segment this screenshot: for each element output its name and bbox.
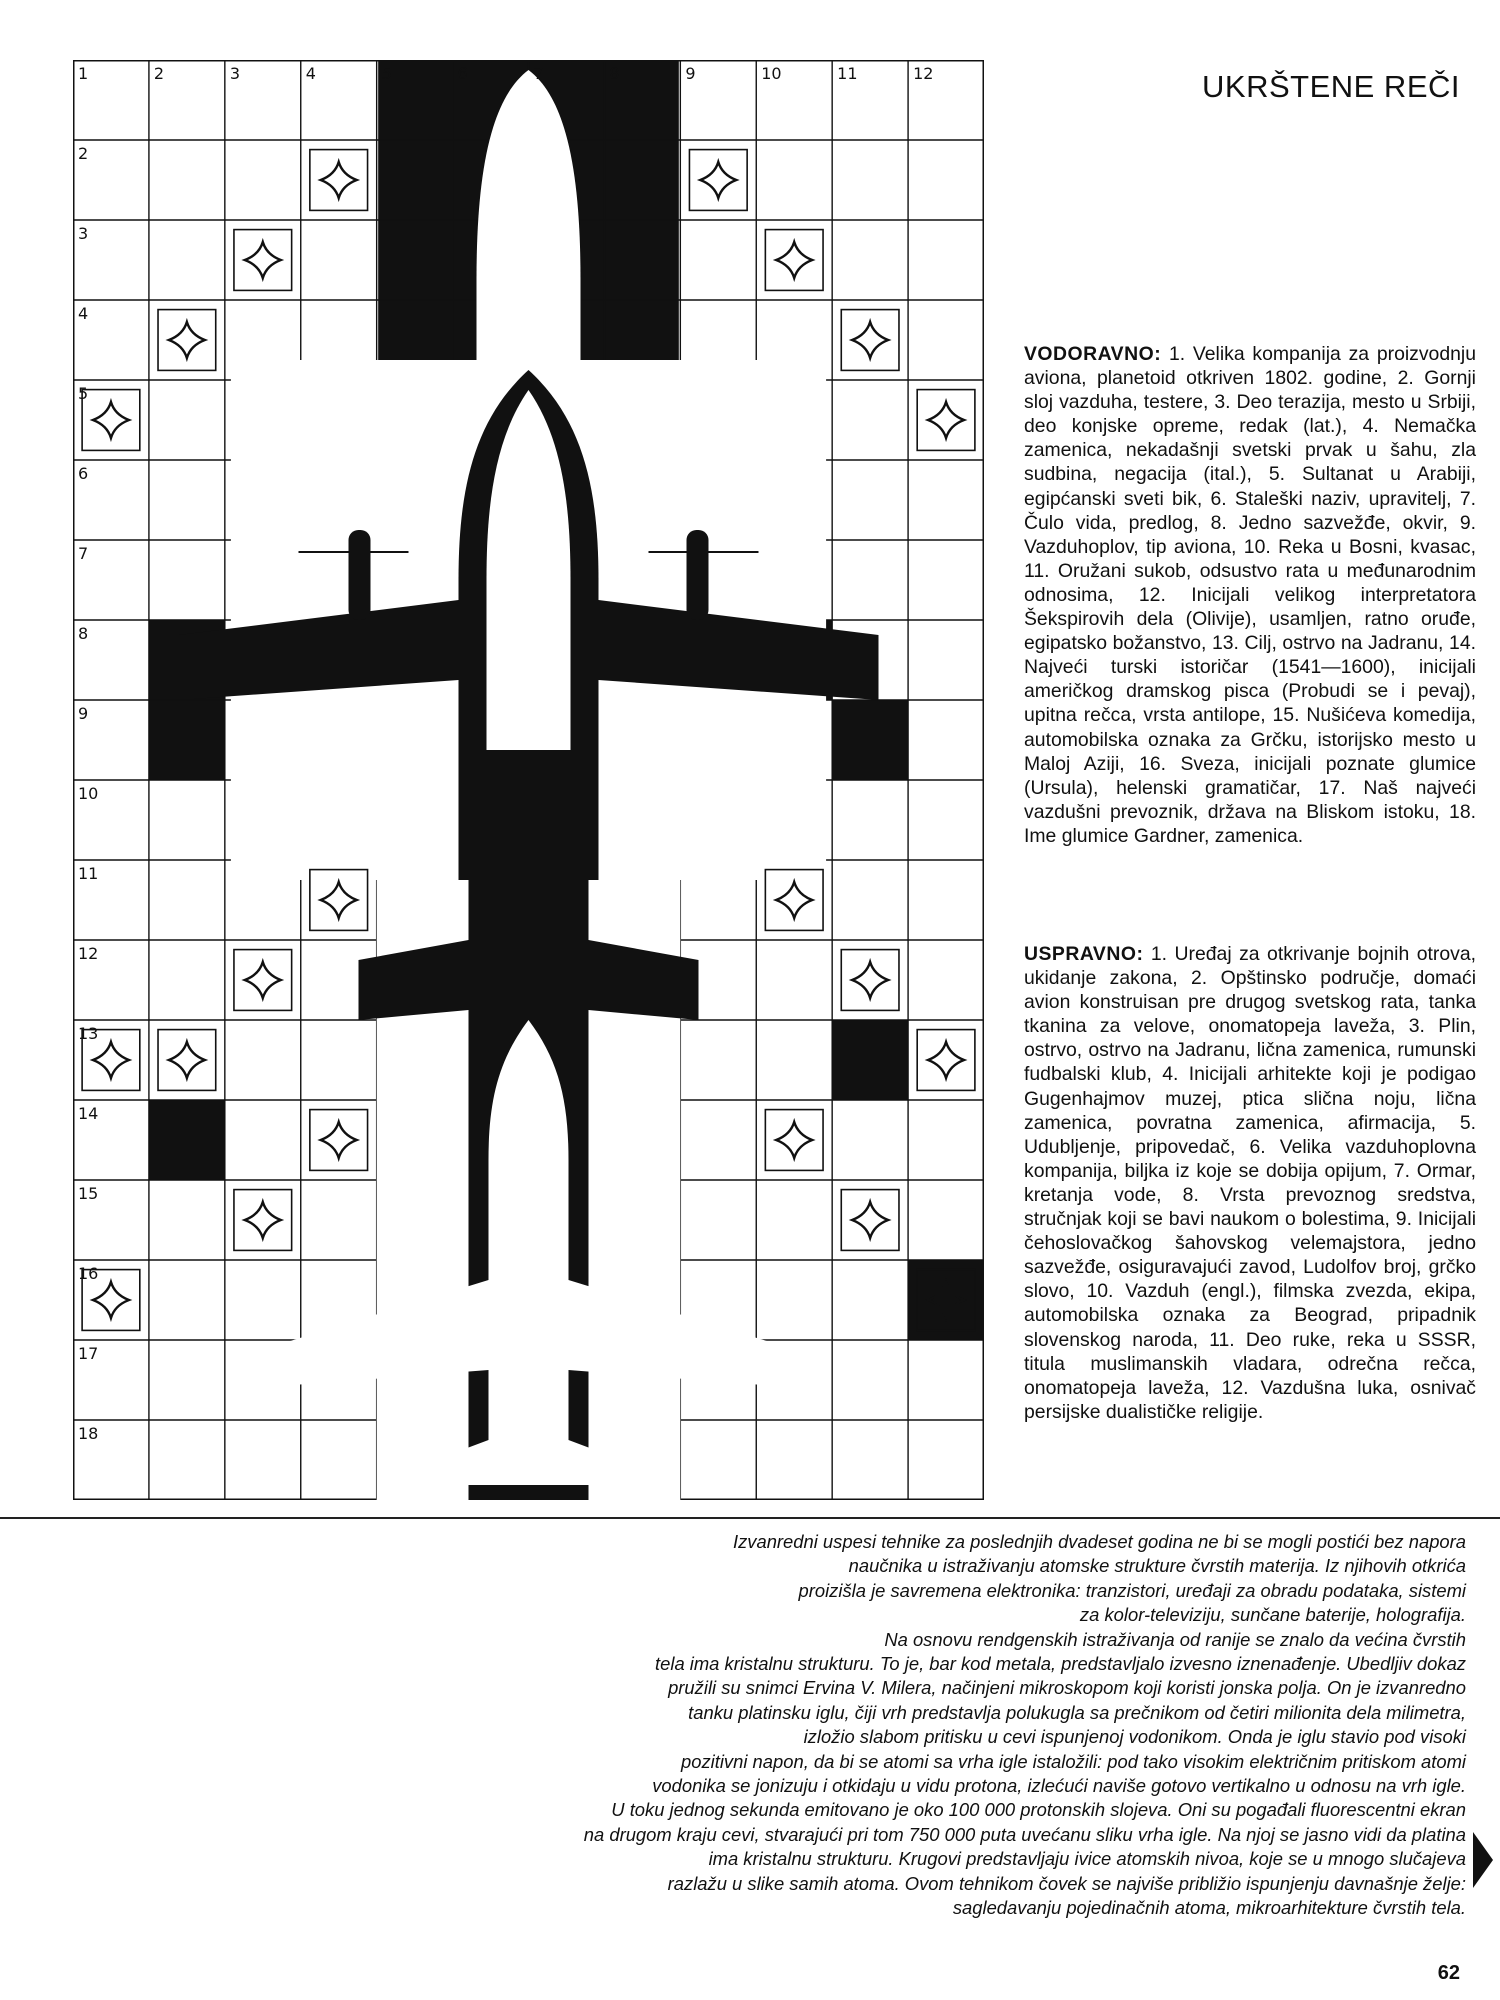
grid-column-number: 5 (381, 64, 392, 83)
grid-column-number: 11 (837, 64, 858, 83)
grid-row-number: 13 (78, 1024, 99, 1043)
grid-column-number: 10 (761, 64, 782, 83)
black-square (149, 1100, 225, 1180)
clues-across (1024, 342, 1476, 848)
article-line: vodonika se jonizuju i otkidaju u vidu protona, izlećući naviše gotovo vertikalno u odnosu na vrh igle. (652, 1775, 1466, 1797)
clues-down (1024, 942, 1476, 1424)
grid-row-number: 9 (78, 704, 89, 723)
grid-column-number: 8 (609, 64, 620, 83)
article-line: proizišla je savremena elektronika: tranzistori, uređaji za obradu podataka, sistemi (798, 1579, 1466, 1601)
article-line: za kolor-televiziju, sunčane baterije, holografija. (1079, 1604, 1466, 1626)
engine-left (349, 530, 371, 620)
grid-column-number: 6 (457, 64, 468, 83)
grid-row-number: 17 (78, 1344, 99, 1363)
article-line: na drugom kraju cevi, stvarajući pri tom 750 000 puta uvećanu sliku vrha igle. Na njoj se jasno vidi da platina (583, 1823, 1466, 1845)
section-divider (0, 1517, 1500, 1519)
grid-column-number: 7 (533, 64, 544, 83)
article-line: tanku platinsku iglu, čiji vrh predstavlja polukugla sa prečnikom od četiri milionita dela milimetra, (688, 1701, 1466, 1723)
article-line: naučnika u istraživanju atomske strukture čvrstih materija. Iz njihovih otkrića (848, 1555, 1466, 1577)
clues-across-text: 1. Velika kompanija za proizvodnju aviona, planetoid otkriven 1802. godine, 2. Gornji sloj vazduha, testere, 3. Deo terazija, mesto u Srbiji, deo konjske opreme, redak (lat.), 4. Nemačka zamenica, nekadašnji svetski prvak u šahu, zla sudbina, negacija (ital.), 5. Sultanat u Arabiji, egipćanski sveti bik, 6. Staleški naziv, upravitelj, 7. Čulo vida, predlog, 8. Jedno sazvežđe, okvir, 9. Vazduhoplov, tip aviona, 10. Reka u Bosni, kvasac, 11. Oružani sukob, odsustvo rata u međunarodnim odnosima, 12. Inicijali velikog interpretatora Šekspirovih dela (Olivije), usamljen, ratno oruđe, egipatsko božanstvo, 13. Cilj, ostrvo na Jadranu, 14. Najveći turski istoričar (1541—1600), inicijali američkog dramskog pisca (Probudi se i pevaj), upitna rečca, vrsta antilope, 15. Nušićeva komedija, automobilska oznaka za Grčku, istorijsko mesto u Maloj Aziji, 16. Sveza, inicijali poznate glumice (Ursula), helenski gramatičar, 17. Naš najveći vazdušni prevoznik, država na Bliskom istoku, 18. Ime glumice Gardner, zamenica. (1024, 343, 1476, 847)
clues-down-heading: USPRAVNO: (1024, 943, 1144, 965)
grid-row-number: 11 (78, 864, 99, 883)
grid-row-number: 12 (78, 944, 99, 963)
crossword-grid (73, 60, 984, 1500)
grid-row-number: 5 (78, 384, 89, 403)
grid-row-number: 6 (78, 464, 89, 483)
article-line: pružili su snimci Ervina V. Milera, načinjeni mikroskopom koji koristi jonska polja. On je izvanredno (668, 1677, 1466, 1699)
page-title: UKRŠTENE REČI (1202, 68, 1460, 104)
grid-column-number: 2 (153, 64, 165, 83)
crossword-puzzle (73, 60, 984, 1500)
grid-column-number: 3 (229, 64, 241, 83)
article-line: Na osnovu rendgenskih istraživanja od ranije se znalo da većina čvrstih (884, 1628, 1466, 1650)
black-square (832, 1020, 908, 1100)
grid-row-number: 2 (78, 144, 89, 163)
arrow-right-icon (1473, 1832, 1493, 1888)
airplane-middle (179, 360, 879, 900)
grid-row-number: 4 (78, 304, 89, 323)
article-line: pozitivni napon, da bi se atomi sa vrha igle istaložili: pod tako visokim električnim pritiskom atomi (681, 1750, 1466, 1772)
grid-row-number: 8 (78, 624, 89, 643)
grid-row-number: 16 (78, 1264, 99, 1283)
black-square (908, 1260, 984, 1340)
article-line: izložio slabom pritisku u cevi ispunjenoj vodonikom. Onda je iglu stavio pod visoki (803, 1726, 1466, 1748)
grid-column-number: 9 (685, 64, 696, 83)
clues-across-heading: VODORAVNO: (1024, 343, 1162, 365)
black-square (149, 700, 225, 780)
grid-column-number: 12 (913, 64, 934, 83)
article-line: tela ima kristalnu strukturu. To je, bar kod metala, predstavljalo izvesno iznenađenje. Ubedljiv dokaz (655, 1653, 1466, 1675)
article-line: Izvanredni uspesi tehnike za poslednjih dvadeset godina ne bi se mogli postići bez napora (732, 1531, 1466, 1552)
clues-down-text: 1. Uređaj za otkrivanje bojnih otrova, ukidanje zakona, 2. Opštinsko područje, domaći avion konstruisan pre drugog svetskog rata, tanka tkanina za velove, onomatopeja laveža, 3. Plin, ostrvo, ostrvo na Jadranu, lična zamenica, rumunski fudbalski klub, 4. Inicijali arhitekte koji je podigao Gugenhajmov muzej, ptica slična noju, lična zamenica, povratna zamenica, afirmacija, 5. Udubljenje, pripovedač, 6. Velika vazduhoplovna kompanija, biljka iz koje se dobija opijum, 7. Ormar, kretanja vode, 8. Vrsta prevoznog sredstva, stručnjak koji se bavi naukom o bolestima, 9. Inicijali čehoslovačkog šahovskog velemajstora, jedno sazvežđe, osiguravajući zavod, Ludolfov broj, grčko slovo, 10. Vazduh (engl.), filmska zvezda, ekipa, automobilska oznaka za Beograd, pripadnik slovenskog naroda, 11. Deo ruke, reka u SSSR, titula muslimanskih vladara, odrečna rečca, onomatopeja laveža, 12. Vazdušna luka, osnivač persijske dualističke religije. (1024, 943, 1476, 1423)
grid-row-number: 7 (78, 544, 89, 563)
grid-column-number: 1 (78, 64, 89, 83)
black-square (832, 700, 908, 780)
grid-row-number: 18 (78, 1424, 99, 1443)
grid-row-number: 14 (78, 1104, 99, 1123)
article-line: ima kristalnu strukturu. Krugovi predstavljaju ivice atomskih nivoa, koje se u mnogo slučajeva (708, 1848, 1466, 1870)
grid-column-number: 4 (305, 64, 316, 83)
grid-row-number: 3 (78, 224, 89, 243)
article-line: sagledavanju pojedinačnih atoma, mikroarhitekture čvrstih tela. (952, 1897, 1466, 1919)
grid-row-number: 15 (78, 1184, 99, 1203)
grid-row-number: 10 (78, 784, 99, 803)
article-line: U toku jednog sekunda emitovano je oko 100 000 protonskih slojeva. Oni su pogađali fluorescentni ekran (611, 1799, 1466, 1821)
page-number: 62 (1437, 1962, 1460, 1984)
engine-right (687, 530, 709, 620)
article-text (340, 1530, 1466, 1921)
article-line: razlažu u slike samih atoma. Ovom tehnikom čovek se najviše približio ispunjenju davnašnje želje: (667, 1872, 1466, 1894)
